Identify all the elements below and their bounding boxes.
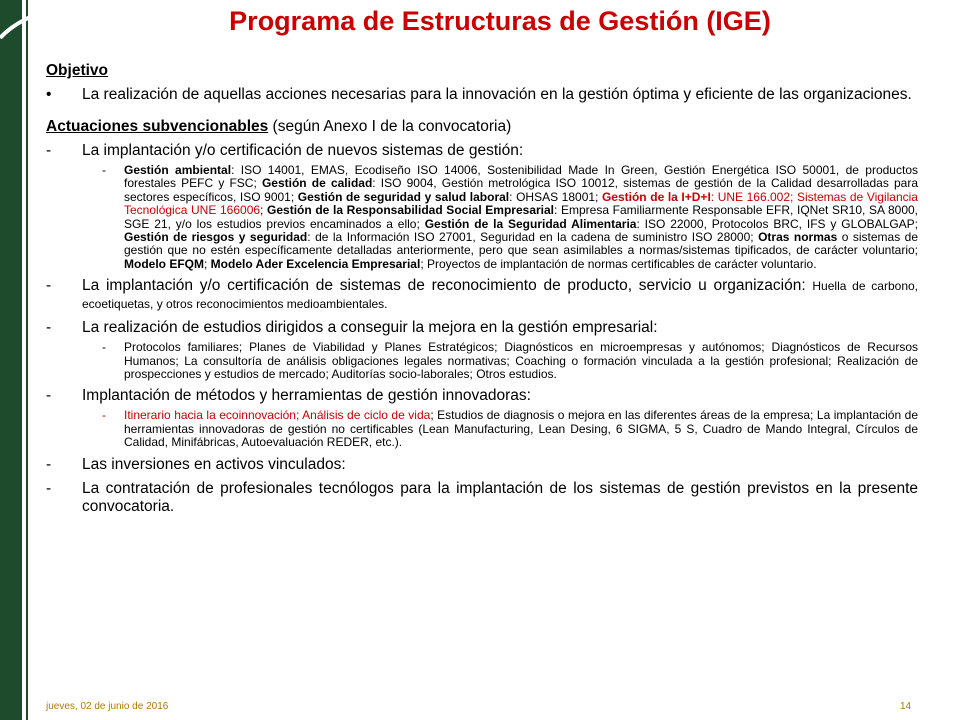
footer-date: jueves, 02 de junio de 2016	[46, 701, 169, 712]
sidebar-band	[0, 0, 22, 720]
item1-text: La implantación y/o certificación de nuevos sistemas de gestión:	[82, 142, 524, 159]
desc: : Empresa Familiarmente Responsable EFR, IQNet SR10, SA 8000, SGE 21, y/o los estudios previos encaminados a ello;	[124, 203, 918, 231]
sub-list-item	[46, 341, 918, 381]
list-item	[46, 480, 918, 516]
item6-text: La contratación de profesionales tecnólogos para la implantación de los sistemas de gestión previstos en la presente convocatoria.	[82, 479, 918, 515]
dash-marker: -	[102, 340, 106, 355]
item2-main: La implantación y/o certificación de sistemas de reconocimiento de producto, servicio u organización:	[82, 277, 813, 295]
dash-marker: -	[102, 163, 106, 177]
term: Modelo EFQM	[124, 256, 204, 271]
item2-small: Huella de carbono, ecoetiquetas, y otros reconocimientos medioambientales.	[82, 279, 918, 312]
list-item	[46, 456, 918, 474]
list-item	[46, 142, 918, 160]
term: Gestión ambiental	[124, 163, 232, 177]
page-title: Programa de Estructuras de Gestión (IGE)	[229, 6, 771, 36]
item3-sub-text: Protocolos familiares; Planes de Viabilidad y Planes Estratégicos; Diagnósticos en microempresas y autónomos; Diagnósticos de Recursos Humanos; La consultoría de análisis obligaciones legales normativas; Coaching o formación vinculada a la gestión profesional; Realización de prospecciones y estudios de mercado; Auditorías socio-laborales; Otros estudios.	[124, 340, 918, 382]
bullet-marker: •	[46, 86, 52, 103]
desc: : ISO 14001, EMAS, Ecodiseño ISO 14006, Sostenibilidad Made In Green, Gestión Energética ISO 50001, de productos forestales PEFC y FSC;	[124, 163, 918, 191]
desc: : ISO 22000, Protocolos BRC, IFS y GLOBALGAP;	[636, 216, 919, 231]
desc: : OHSAS 18001;	[509, 189, 602, 204]
term: Gestión de seguridad y salud laboral	[297, 189, 510, 204]
term: Gestión de la Responsabilidad Social Empresarial	[267, 203, 555, 218]
item4-text: Implantación de métodos y herramientas de gestión innovadoras:	[82, 387, 531, 405]
item4-sub-red: Itinerario hacia la ecoinnovación; Análisis de ciclo de vida	[124, 408, 431, 423]
desc-red: : UNE 166.002; Sistemas de Vigilancia Tecnológica UNE 166006	[124, 189, 918, 218]
desc: : de la Información ISO 27001, Seguridad en la cadena de suministro ISO 28000;	[307, 230, 759, 245]
page-number: 14	[900, 701, 912, 712]
actuaciones-heading: Actuaciones subvencionables	[46, 118, 269, 135]
item3-text: La realización de estudios dirigidos a conseguir la mejora en la gestión empresarial:	[82, 319, 658, 337]
dash-marker: -	[46, 455, 52, 473]
dash-marker: -	[46, 319, 52, 337]
desc: ;	[204, 256, 211, 271]
objetivo-text: La realización de aquellas acciones necesarias para la innovación en la gestión óptima y eficiente de las organizaciones.	[82, 86, 912, 103]
term: Modelo Ader Excelencia Empresarial	[210, 256, 421, 271]
item2-text	[82, 277, 918, 313]
list-item	[46, 319, 918, 337]
dash-marker: -	[46, 479, 52, 497]
list-item	[46, 277, 918, 313]
item4-sub-rest: ; Estudios de diagnosis o mejora en las diferentes áreas de la empresa; La implantación de herramientas innovadoras de gestión no certificables (Lean Manufacturing, Lean Desing, 6 SIGMA, 5 S, Cuadro de Mando Integral, Círculos de Calidad, Minifábricas, Autoevaluación REDER, etc.).	[124, 408, 918, 450]
desc: ; Proyectos de implantación de normas certificables de carácter voluntario.	[420, 256, 817, 271]
dash-marker: -	[46, 387, 52, 405]
corner-arc-decoration	[0, 0, 60, 60]
desc: : ISO 9004, Gestión metrológica ISO 10012, sistemas de gestión de la Calidad desarrolladas para sectores específicos, ISO 9001;	[124, 176, 918, 204]
actuaciones-heading-row	[46, 118, 918, 136]
slide-content	[46, 62, 918, 516]
item4-sub-text	[124, 409, 918, 449]
term-red: Gestión de la I+D+I	[601, 189, 711, 204]
item5-text: Las inversiones en activos vinculados:	[82, 455, 346, 473]
objetivo-heading: Objetivo	[46, 62, 109, 79]
desc: ;	[260, 203, 268, 218]
actuaciones-heading-suffix: (según Anexo I de la convocatoria)	[268, 118, 512, 135]
item1-sub-text	[124, 164, 918, 271]
objetivo-bullet	[46, 86, 918, 104]
dash-marker: -	[46, 142, 52, 159]
dash-marker: -	[102, 408, 106, 423]
term: Gestión de riesgos y seguridad	[124, 230, 308, 245]
term: Gestión de calidad	[261, 176, 373, 191]
term: Otras normas	[758, 230, 838, 245]
list-item	[46, 387, 918, 405]
term: Gestión de la Seguridad Alimentaria	[424, 216, 637, 231]
desc: o sistemas de gestión que no estén específicamente detalladas anteriormente, pero que sean asimilables a normas/sistemas tipificados, de carácter voluntario;	[124, 230, 919, 258]
sub-list-item	[46, 164, 918, 271]
sidebar-stripe-inner	[26, 0, 28, 720]
sub-list-item	[46, 409, 918, 449]
dash-marker: -	[46, 277, 52, 295]
